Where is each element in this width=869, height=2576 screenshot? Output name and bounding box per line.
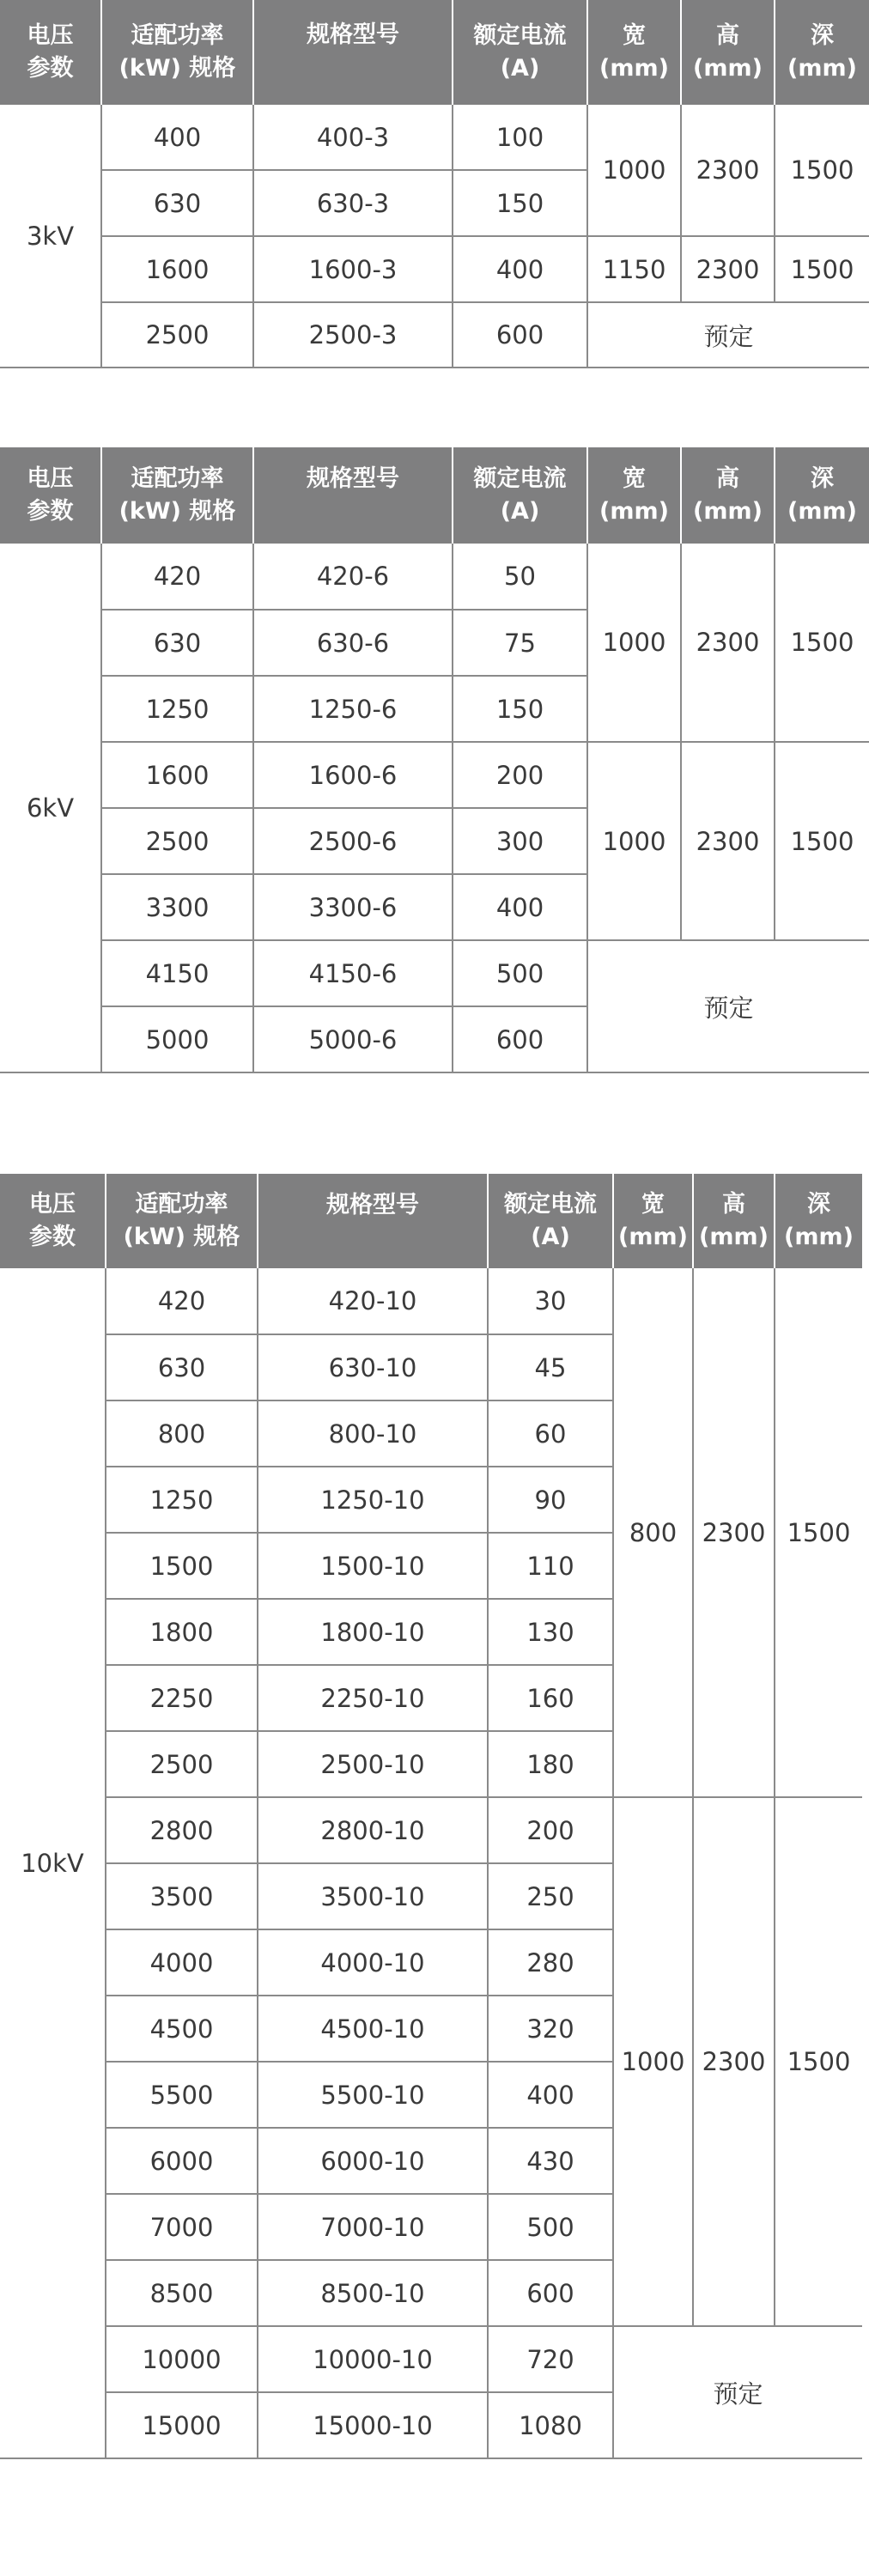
current-cell: 90 <box>488 1467 613 1533</box>
current-cell: 500 <box>488 2194 613 2260</box>
depth-cell: 1500 <box>775 1797 862 2326</box>
width-cell: 800 <box>613 1268 693 1797</box>
header-voltage: 电压 参数 <box>0 447 101 544</box>
spec-table-6kv <box>0 447 869 1073</box>
model-cell: 3500-10 <box>258 1863 488 1929</box>
power-cell: 8500 <box>106 2260 258 2326</box>
current-cell: 30 <box>488 1268 613 1334</box>
current-cell: 200 <box>488 1797 613 1863</box>
model-cell: 5000-6 <box>253 1006 453 1072</box>
voltage-cell: 3kV <box>0 105 101 368</box>
model-cell: 630-3 <box>253 170 453 236</box>
model-cell: 2500-6 <box>253 808 453 874</box>
tbd-cell: 预定 <box>613 2326 862 2458</box>
current-cell: 720 <box>488 2326 613 2392</box>
power-cell: 2500 <box>106 1731 258 1797</box>
model-cell: 2500-10 <box>258 1731 488 1797</box>
table-row <box>0 236 869 302</box>
current-cell: 600 <box>453 302 587 368</box>
current-cell: 50 <box>453 544 587 610</box>
voltage-cell: 6kV <box>0 544 101 1072</box>
current-cell: 280 <box>488 1929 613 1996</box>
width-cell: 1150 <box>587 236 681 302</box>
depth-cell: 1500 <box>775 544 869 742</box>
current-cell: 75 <box>453 610 587 676</box>
current-cell: 600 <box>488 2260 613 2326</box>
current-cell: 110 <box>488 1533 613 1599</box>
header-model: 规格型号 <box>253 0 453 105</box>
depth-cell: 1500 <box>775 236 869 302</box>
power-cell: 2500 <box>101 302 253 368</box>
header-current: 额定电流 (A) <box>488 1174 613 1268</box>
current-cell: 400 <box>453 236 587 302</box>
model-cell: 630-6 <box>253 610 453 676</box>
power-cell: 1500 <box>106 1533 258 1599</box>
current-cell: 320 <box>488 1996 613 2062</box>
header-current: 额定电流 (A) <box>453 0 587 105</box>
header-voltage: 电压 参数 <box>0 0 101 105</box>
model-cell: 420-6 <box>253 544 453 610</box>
current-cell: 180 <box>488 1731 613 1797</box>
current-cell: 250 <box>488 1863 613 1929</box>
model-cell: 15000-10 <box>258 2392 488 2458</box>
tbd-cell: 预定 <box>587 940 869 1072</box>
model-cell: 1250-10 <box>258 1467 488 1533</box>
spec-table-10kv <box>0 1174 862 2459</box>
voltage-cell: 10kV <box>0 1268 106 2458</box>
power-cell: 15000 <box>106 2392 258 2458</box>
model-cell: 1800-10 <box>258 1599 488 1665</box>
table-row <box>0 105 869 170</box>
model-cell: 4150-6 <box>253 940 453 1006</box>
model-cell: 6000-10 <box>258 2128 488 2194</box>
power-cell: 5500 <box>106 2062 258 2128</box>
model-cell: 5500-10 <box>258 2062 488 2128</box>
tbd-cell: 预定 <box>587 302 869 368</box>
current-cell: 600 <box>453 1006 587 1072</box>
table-row <box>0 1797 862 1863</box>
header-voltage: 电压 参数 <box>0 1174 106 1268</box>
height-cell: 2300 <box>681 544 775 742</box>
table-row <box>0 2326 862 2392</box>
power-cell: 1800 <box>106 1599 258 1665</box>
width-cell: 1000 <box>613 1797 693 2326</box>
model-cell: 4500-10 <box>258 1996 488 2062</box>
table-row <box>0 742 869 808</box>
model-cell: 2250-10 <box>258 1665 488 1731</box>
model-cell: 8500-10 <box>258 2260 488 2326</box>
model-cell: 10000-10 <box>258 2326 488 2392</box>
current-cell: 400 <box>488 2062 613 2128</box>
power-cell: 2500 <box>101 808 253 874</box>
power-cell: 630 <box>101 610 253 676</box>
current-cell: 45 <box>488 1334 613 1400</box>
power-cell: 630 <box>106 1334 258 1400</box>
table-header-row <box>0 0 869 105</box>
spec-table-3kv <box>0 0 869 368</box>
model-cell: 1250-6 <box>253 676 453 742</box>
header-model: 规格型号 <box>253 447 453 544</box>
power-cell: 420 <box>101 544 253 610</box>
current-cell: 300 <box>453 808 587 874</box>
model-cell: 630-10 <box>258 1334 488 1400</box>
power-cell: 630 <box>101 170 253 236</box>
header-depth: 深 (mm) <box>775 447 869 544</box>
table-row <box>0 302 869 368</box>
current-cell: 200 <box>453 742 587 808</box>
power-cell: 5000 <box>101 1006 253 1072</box>
header-height: 高 (mm) <box>693 1174 775 1268</box>
header-current: 额定电流 (A) <box>453 447 587 544</box>
width-cell: 1000 <box>587 105 681 236</box>
header-power: 适配功率 (kW) 规格 <box>101 0 253 105</box>
current-cell: 1080 <box>488 2392 613 2458</box>
model-cell: 2500-3 <box>253 302 453 368</box>
table-header-row <box>0 447 869 544</box>
header-height: 高 (mm) <box>681 0 775 105</box>
table-header-row <box>0 1174 862 1268</box>
current-cell: 500 <box>453 940 587 1006</box>
width-cell: 1000 <box>587 742 681 940</box>
depth-cell: 1500 <box>775 105 869 236</box>
table-row <box>0 940 869 1006</box>
model-cell: 1600-6 <box>253 742 453 808</box>
current-cell: 400 <box>453 874 587 940</box>
header-height: 高 (mm) <box>681 447 775 544</box>
height-cell: 2300 <box>693 1797 775 2326</box>
power-cell: 3500 <box>106 1863 258 1929</box>
power-cell: 10000 <box>106 2326 258 2392</box>
header-width: 宽 (mm) <box>587 0 681 105</box>
depth-cell: 1500 <box>775 742 869 940</box>
model-cell: 1600-3 <box>253 236 453 302</box>
current-cell: 160 <box>488 1665 613 1731</box>
power-cell: 4500 <box>106 1996 258 2062</box>
current-cell: 130 <box>488 1599 613 1665</box>
power-cell: 400 <box>101 105 253 170</box>
current-cell: 60 <box>488 1400 613 1467</box>
model-cell: 7000-10 <box>258 2194 488 2260</box>
power-cell: 7000 <box>106 2194 258 2260</box>
header-model: 规格型号 <box>258 1174 488 1268</box>
power-cell: 800 <box>106 1400 258 1467</box>
model-cell: 2800-10 <box>258 1797 488 1863</box>
model-cell: 800-10 <box>258 1400 488 1467</box>
model-cell: 4000-10 <box>258 1929 488 1996</box>
current-cell: 100 <box>453 105 587 170</box>
power-cell: 1250 <box>101 676 253 742</box>
header-depth: 深 (mm) <box>775 0 869 105</box>
model-cell: 420-10 <box>258 1268 488 1334</box>
power-cell: 6000 <box>106 2128 258 2194</box>
depth-cell: 1500 <box>775 1268 862 1797</box>
header-power: 适配功率 (kW) 规格 <box>101 447 253 544</box>
current-cell: 150 <box>453 676 587 742</box>
power-cell: 3300 <box>101 874 253 940</box>
power-cell: 1600 <box>101 236 253 302</box>
model-cell: 1500-10 <box>258 1533 488 1599</box>
width-cell: 1000 <box>587 544 681 742</box>
model-cell: 3300-6 <box>253 874 453 940</box>
model-cell: 400-3 <box>253 105 453 170</box>
header-width: 宽 (mm) <box>587 447 681 544</box>
header-power: 适配功率 (kW) 规格 <box>106 1174 258 1268</box>
current-cell: 150 <box>453 170 587 236</box>
height-cell: 2300 <box>681 742 775 940</box>
table-row <box>0 544 869 610</box>
power-cell: 1600 <box>101 742 253 808</box>
power-cell: 4150 <box>101 940 253 1006</box>
power-cell: 2250 <box>106 1665 258 1731</box>
power-cell: 4000 <box>106 1929 258 1996</box>
header-depth: 深 (mm) <box>775 1174 862 1268</box>
power-cell: 420 <box>106 1268 258 1334</box>
power-cell: 1250 <box>106 1467 258 1533</box>
table-row <box>0 1268 862 1334</box>
current-cell: 430 <box>488 2128 613 2194</box>
power-cell: 2800 <box>106 1797 258 1863</box>
height-cell: 2300 <box>693 1268 775 1797</box>
header-width: 宽 (mm) <box>613 1174 693 1268</box>
height-cell: 2300 <box>681 105 775 236</box>
height-cell: 2300 <box>681 236 775 302</box>
